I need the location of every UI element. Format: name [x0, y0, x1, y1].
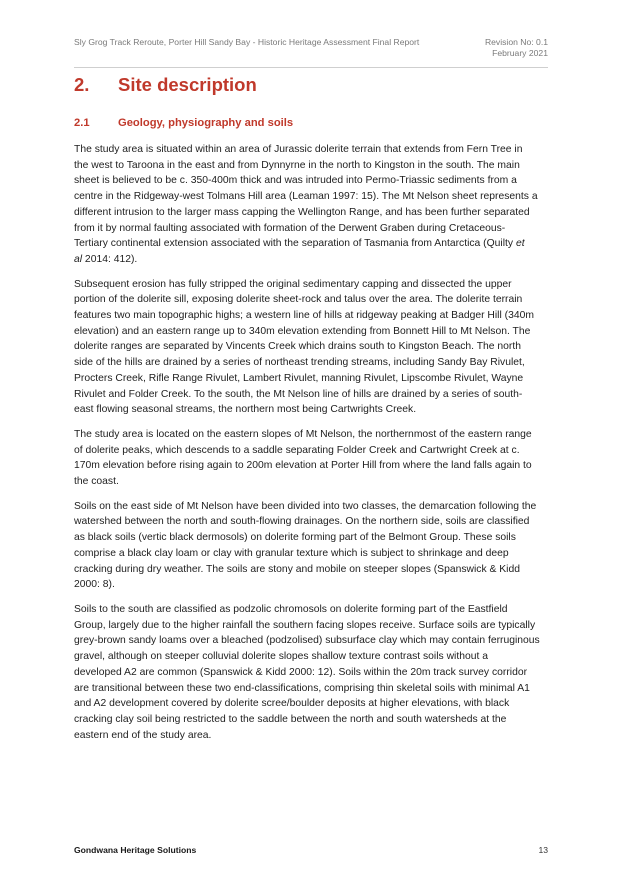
- paragraph-line: features two main topographic highs; a western line of hills at ridgeway peaking at Badger Hill (340m: [74, 310, 534, 322]
- paragraph-line: gravel, although on steeper colluvial dolerite slopes shallow texture contrast soils without a: [74, 651, 488, 663]
- paragraph-line: grey-brown sandy loams over a bleached (podzolised) subsurface clay which may contain ferruginous: [74, 635, 540, 647]
- paragraph-line: dolerite ranges are separated by Vincents Creek which drains south to Kingston Beach. The north: [74, 341, 521, 353]
- paragraph-line: as black soils (vertic black dermosols) on dolerite forming part of the Belmont Group. These soils: [74, 532, 516, 544]
- paragraph-line: centre in the Ridgeway-west Tolmans Hill area (Leaman 1997: 15). The Mt Nelson sheet represents a: [74, 191, 538, 203]
- paragraph-line: of dolerite peaks, which descends to a saddle separating Folder Creek and Cartwright Creek at c.: [74, 444, 520, 456]
- paragraph-line: Rivulet and Folder Creek. To the south, the Mt Nelson line of hills are drained by a series of south-: [74, 388, 523, 400]
- paragraph: [74, 499, 550, 593]
- paragraph-line: The study area is situated within an area of Jurassic dolerite terrain that extends from Fern Tree in: [74, 144, 523, 155]
- paragraph-line: Soils on the east side of Mt Nelson have been divided into two classes, the demarcation following the: [74, 500, 537, 512]
- paragraph-line: eastern end of the study area.: [74, 729, 212, 741]
- paragraph-line: cracking during dry weather. The soils are stony and mobile on steeper slopes (Spanswick & Kidd: [74, 563, 520, 575]
- revision-date: February 2021: [492, 48, 548, 58]
- paragraph-line: 2000: 8).: [74, 579, 115, 591]
- report-title: Sly Grog Track Reroute, Porter Hill Sandy Bay - Historic Heritage Assessment Final Report: [74, 37, 420, 47]
- revision-number: Revision No: 0.1: [484, 37, 548, 47]
- paragraph-line: Soils to the south are classified as podzolic chromosols on dolerite forming part of the Eastfield: [74, 603, 508, 615]
- paragraph-line: the coast.: [74, 476, 119, 488]
- paragraph-line: portion of the dolerite sill, exposing dolerite sheet-rock and talus over the area. The dolerite terrain: [74, 294, 523, 306]
- section-number: 2.: [74, 74, 90, 95]
- subsection-title: Geology, physiography and soils: [118, 117, 294, 129]
- paragraph-line: watershed between the north and south-flowing drainages. On the northern side, soils are classified: [74, 516, 530, 528]
- section-title: Site description: [118, 74, 257, 95]
- paragraph-line: developed A2 are common (Spanswick & Kidd 2000: 12). Soils within the 20m track survey corridor: [74, 666, 528, 678]
- paragraph-line: The study area is located on the eastern slopes of Mt Nelson, the northernmost of the eastern range: [74, 428, 532, 440]
- paragraph: [74, 602, 550, 743]
- paragraph-line: cracking clay soil being restricted to the saddle between the north and south watersheds at the: [74, 713, 507, 725]
- revision-block: [485, 37, 548, 59]
- page-number: 13: [538, 845, 548, 855]
- paragraph-line: the west to Taroona in the east and from Dynnyrne in the north to Kingston in the south. The main: [74, 159, 520, 171]
- page-header: [74, 37, 548, 68]
- section-heading: [74, 74, 257, 96]
- body-text: [74, 142, 550, 752]
- paragraph-line: from it by normal faulting associated with formation of the Derwent Graben during Cretaceous-: [74, 222, 506, 234]
- paragraph-line: Subsequent erosion has fully stripped the original sedimentary capping and dissected the upper: [74, 278, 512, 290]
- paragraph-line: elevation) and an eastern range up to 340m elevation extending from Bonnett Hill to Mt Nelson. The: [74, 325, 531, 337]
- paragraph: [74, 142, 550, 268]
- paragraph: [74, 427, 550, 490]
- paragraph-line: comprise a black clay loam or clay with granular texture which is subject to shrinkage and deep: [74, 547, 509, 559]
- paragraph-line: sheet is believed to be c. 350-400m thick and was intruded into Permo-Triassic sediments from a: [74, 175, 517, 187]
- paragraph-line: 170m elevation before rising again to 200m elevation at Porter Hill from where the land falls again to: [74, 460, 532, 472]
- paragraph: [74, 277, 550, 418]
- footer-organisation: Gondwana Heritage Solutions: [74, 845, 197, 855]
- subsection-number: 2.1: [74, 117, 90, 129]
- paragraph-line: different intrusion to the larger mass capping the Wellington Range, and has been further separated: [74, 206, 530, 218]
- paragraph-line: Procters Creek, Rifle Range Rivulet, Lambert Rivulet, manning Rivulet, Lipscombe Rivulet, Wayne: [74, 372, 524, 384]
- paragraph-line: al 2014: 412).: [74, 253, 138, 265]
- subsection-heading: [74, 117, 293, 129]
- paragraph-line: side of the hills are drained by a series of northeast trending streams, including Sandy Bay Rivulet,: [74, 357, 525, 369]
- paragraph-line: are transitional between these two end-classifications, comprising thin skeletal soils with minimal A1: [74, 682, 530, 694]
- paragraph-line: Tertiary continental extension associated with the separation of Tasmania from Antarctica (Quilty et: [74, 238, 525, 250]
- paragraph-line: Group, largely due to the higher rainfall the southern facing slopes receive. Surface soils are typically: [74, 619, 536, 631]
- paragraph-line: and A2 development covered by dolerite scree/boulder deposits at higher elevations, with black: [74, 698, 510, 710]
- paragraph-line: east flowing seasonal streams, the northern most being Cartwrights Creek.: [74, 404, 417, 416]
